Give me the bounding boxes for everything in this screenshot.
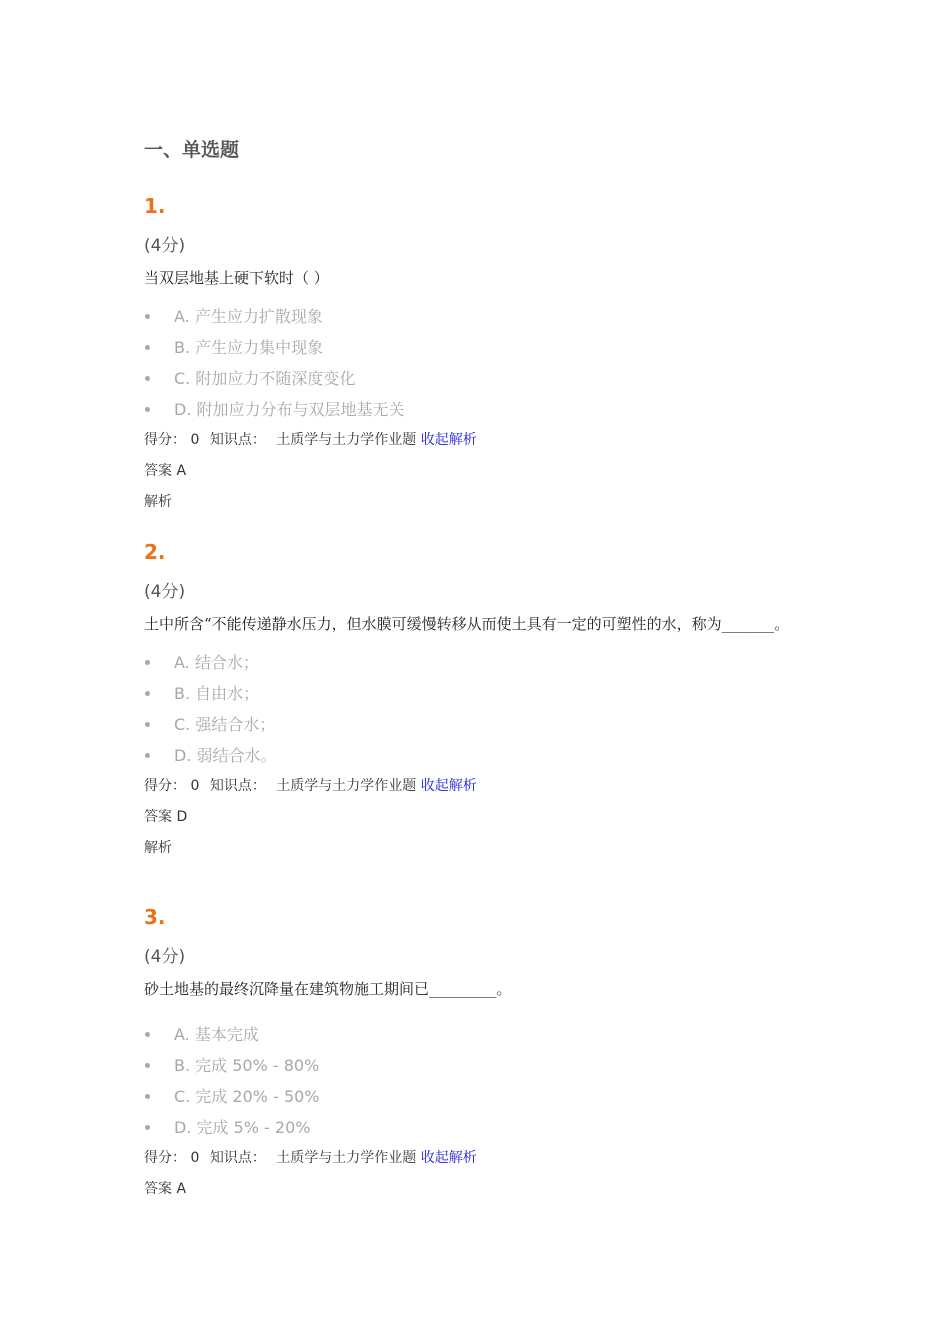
option-label: D. 附加应力分布与双层地基无关	[174, 400, 405, 419]
score-label: 得分：	[144, 432, 186, 448]
option-list	[144, 1019, 824, 1143]
bullet-icon	[145, 1063, 150, 1068]
score-row	[144, 771, 824, 802]
option-a[interactable]	[144, 1019, 824, 1050]
bullet-icon	[145, 314, 150, 319]
question-1	[144, 193, 824, 518]
collapse-analysis-link[interactable]: 收起解析	[420, 1150, 477, 1166]
question-points: (4分)	[144, 236, 186, 256]
option-b[interactable]	[144, 1050, 824, 1081]
bullet-icon	[145, 376, 150, 381]
option-list	[144, 301, 824, 425]
question-number: 1.	[144, 194, 166, 218]
bullet-icon	[145, 345, 150, 350]
question-text: 土中所含“不能传递静水压力，但水膜可缓慢转移从而使土具有一定的可塑性的水，称为_______。	[144, 615, 790, 633]
question-points: (4分)	[144, 947, 186, 967]
option-a[interactable]	[144, 647, 824, 678]
option-label: C. 强结合水；	[174, 715, 276, 734]
score-row	[144, 425, 824, 456]
answer-text: 答案 A	[144, 463, 187, 479]
bullet-icon	[145, 753, 150, 758]
answer-text: 答案 D	[144, 809, 188, 825]
collapse-analysis-link[interactable]: 收起解析	[420, 778, 477, 794]
option-label: B. 完成 50% - 80%	[174, 1056, 320, 1075]
question-2	[144, 539, 824, 864]
option-d[interactable]	[144, 740, 824, 771]
option-label: A. 基本完成	[174, 1025, 259, 1044]
bullet-icon	[145, 1032, 150, 1037]
option-label: D. 完成 5% - 20%	[174, 1118, 311, 1137]
option-a[interactable]	[144, 301, 824, 332]
analysis-label: 解析	[144, 494, 172, 510]
option-c[interactable]	[144, 709, 824, 740]
question-number: 3.	[144, 905, 166, 929]
option-d[interactable]	[144, 1112, 824, 1143]
score-value: 0	[190, 432, 200, 448]
score-label: 得分：	[144, 1150, 186, 1166]
option-c[interactable]	[144, 1081, 824, 1112]
knowledge-label: 知识点：	[209, 1150, 266, 1166]
knowledge-value: 土质学与土力学作业题	[276, 1150, 417, 1166]
score-label: 得分：	[144, 778, 186, 794]
bullet-icon	[145, 407, 150, 412]
option-label: D. 弱结合水。	[174, 746, 277, 765]
option-c[interactable]	[144, 363, 824, 394]
question-points: (4分)	[144, 582, 186, 602]
section-title: 一、单选题	[144, 139, 240, 161]
score-value: 0	[190, 1150, 200, 1166]
score-value: 0	[190, 778, 200, 794]
option-label: A. 产生应力扩散现象	[174, 307, 323, 326]
option-b[interactable]	[144, 332, 824, 363]
knowledge-label: 知识点：	[209, 778, 266, 794]
question-number: 2.	[144, 540, 166, 564]
bullet-icon	[145, 1125, 150, 1130]
option-d[interactable]	[144, 394, 824, 425]
collapse-analysis-link[interactable]: 收起解析	[420, 432, 477, 448]
option-label: C. 完成 20% - 50%	[174, 1087, 320, 1106]
bullet-icon	[145, 660, 150, 665]
option-label: B. 自由水；	[174, 684, 260, 703]
option-label: C. 附加应力不随深度变化	[174, 369, 356, 388]
option-label: A. 结合水；	[174, 653, 259, 672]
option-list	[144, 647, 824, 771]
question-3	[144, 904, 824, 1205]
question-text: 当双层地基上硬下软时（ ）	[144, 269, 329, 287]
knowledge-label: 知识点：	[209, 432, 266, 448]
knowledge-value: 土质学与土力学作业题	[276, 432, 417, 448]
bullet-icon	[145, 691, 150, 696]
bullet-icon	[145, 1094, 150, 1099]
question-text: 砂土地基的最终沉降量在建筑物施工期间已_________。	[144, 980, 512, 998]
bullet-icon	[145, 722, 150, 727]
option-b[interactable]	[144, 678, 824, 709]
knowledge-value: 土质学与土力学作业题	[276, 778, 417, 794]
answer-text: 答案 A	[144, 1181, 187, 1197]
score-row	[144, 1143, 824, 1174]
analysis-label: 解析	[144, 840, 172, 856]
option-label: B. 产生应力集中现象	[174, 338, 324, 357]
